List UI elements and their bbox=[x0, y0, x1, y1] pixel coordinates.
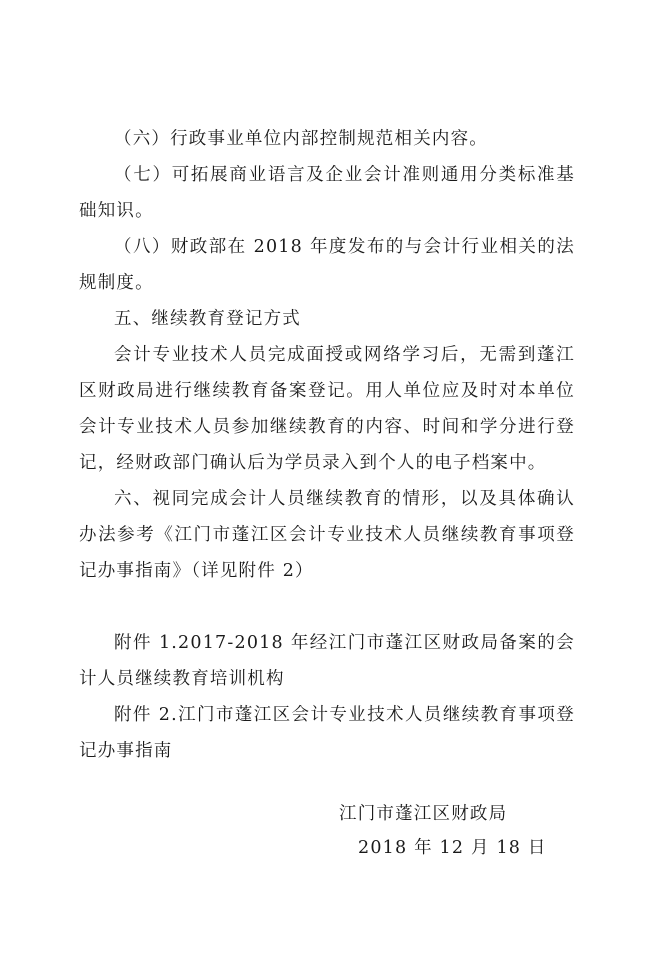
section-5-heading: 五、继续教育登记方式 bbox=[114, 309, 301, 329]
item-7-paragraph: （七）可拓展商业语言及企业会计准则通用分类标准基础知识。 bbox=[79, 165, 575, 221]
signature-date: 2018 年 12 月 18 日 bbox=[358, 838, 547, 858]
document-body bbox=[79, 121, 575, 769]
section-5-body: 会计专业技术人员完成面授或网络学习后，无需到蓬江区财政局进行继续教育备案登记。用人单位应及时对本单位会计专业技术人员参加继续教育的内容、时间和学分进行登记，经财政部门确认后为学员录入到个人的电子档案中。 bbox=[79, 345, 575, 473]
attachment-2-item: 附件 2.江门市蓬江区会计专业技术人员继续教育事项登记办事指南 bbox=[79, 705, 575, 761]
item-8-paragraph: （八）财政部在 2018 年度发布的与会计行业相关的法规制度。 bbox=[79, 237, 575, 293]
blank-line bbox=[79, 589, 575, 625]
attachment-1-item: 附件 1.2017-2018 年经江门市蓬江区财政局备案的会计人员继续教育培训机构 bbox=[79, 633, 575, 689]
section-6-paragraph: 六、视同完成会计人员继续教育的情形，以及具体确认办法参考《江门市蓬江区会计专业技术人员继续教育事项登记办事指南》（详见附件 2） bbox=[79, 489, 575, 581]
signature-organization: 江门市蓬江区财政局 bbox=[339, 804, 508, 824]
item-6-paragraph: （六）行政事业单位内部控制规范相关内容。 bbox=[114, 129, 488, 149]
